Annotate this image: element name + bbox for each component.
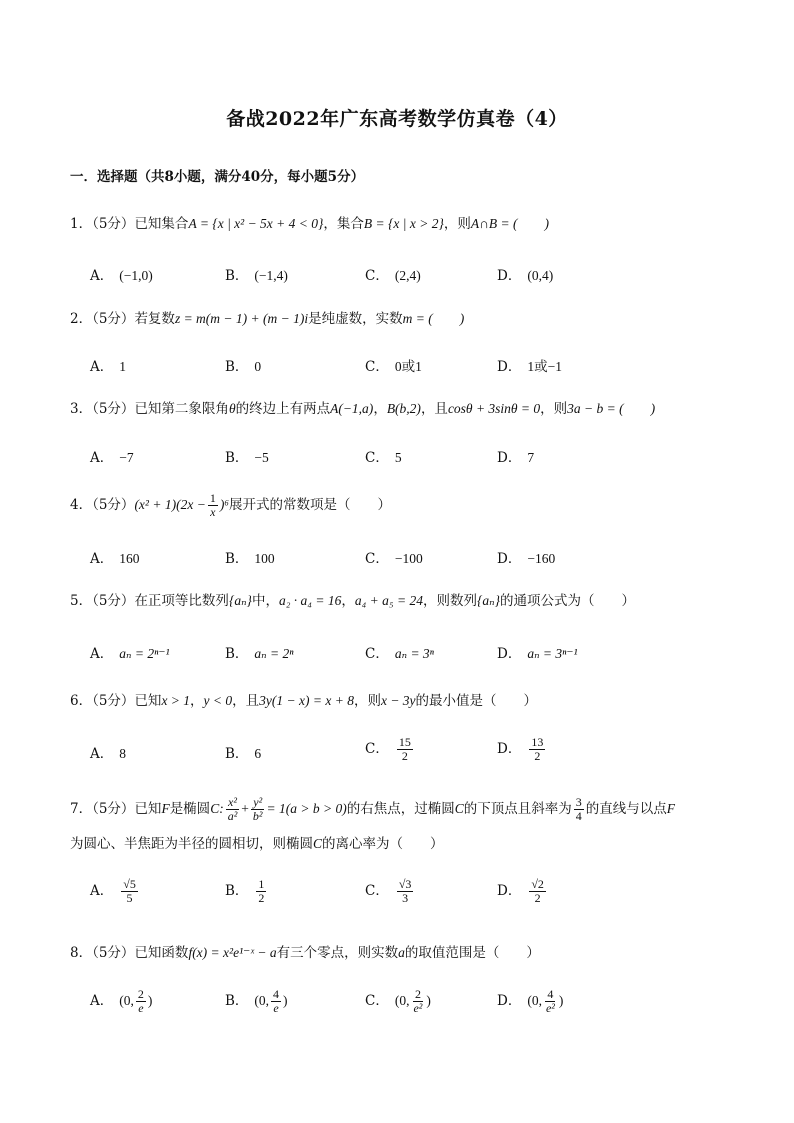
option-d[interactable]: D． $\frac{13}{2}$	[497, 735, 544, 763]
question-text: 已知第二象限角	[134, 401, 229, 417]
option-c[interactable]: C． aₙ = 3ⁿ	[365, 646, 434, 662]
question-text: 是纯虚数，实数	[308, 311, 403, 327]
question-text: 在正项等比数列	[134, 593, 229, 609]
option-a[interactable]: A． 160	[90, 551, 140, 567]
question-text: 的下顶点且斜率为	[463, 801, 572, 817]
question-text: 的取值范围是（ ）	[404, 945, 540, 961]
option-d[interactable]: D． −160	[497, 551, 556, 567]
question-text: 的通项公式为（ ）	[499, 593, 635, 609]
option-c[interactable]: C． (0, $\frac{2}{\text{e²}}$ )	[365, 987, 431, 1015]
option-d[interactable]: D． aₙ = 3ⁿ⁻¹	[497, 646, 578, 662]
question-text: 若复数	[134, 311, 175, 327]
fraction: $\frac{4}{e}$	[273, 987, 280, 1015]
math-expr: x − 3y	[380, 693, 416, 708]
math-expr: = 1(a > b > 0)	[266, 801, 347, 816]
question-5	[70, 590, 730, 612]
question-number: 4．（5分）	[70, 497, 135, 513]
option-a[interactable]: A． aₙ = 2ⁿ⁻¹	[90, 646, 170, 662]
math-expr: A(−1,a)	[330, 401, 374, 416]
question-text: ，则	[540, 401, 568, 417]
option-d[interactable]: D． (0, $\frac{4}{\text{e²}}$ )	[497, 987, 564, 1015]
math-expr: θ	[228, 401, 236, 416]
fraction: $\frac{2}{e}$	[137, 987, 144, 1015]
fraction: $\frac{\text{y²}}{\text{b²}}$	[252, 795, 263, 823]
fraction: $\frac{√2}{2}$	[531, 877, 544, 905]
math-expr: a	[398, 945, 405, 960]
math-expr: x > 1	[161, 693, 191, 708]
math-expr: A∩B = ( )	[470, 216, 549, 231]
question-number: 7．（5分）	[70, 801, 135, 817]
math-expr: C:	[210, 801, 224, 816]
math-expr: a₂ · a₄ = 16	[278, 593, 342, 608]
page-title: 备战2022年广东高考数学仿真卷（4）	[226, 108, 568, 130]
option-c[interactable]: C． 5	[365, 450, 402, 466]
question-text: 的终边上有两点	[235, 401, 331, 417]
math-expr: F	[666, 801, 675, 816]
question-text: 展开式的常数项是（ ）	[229, 497, 392, 513]
question-number: 6．（5分）	[70, 693, 135, 709]
math-expr: )⁶	[219, 497, 230, 512]
option-a[interactable]: A． −7	[90, 450, 134, 466]
fraction: $\frac{\text{x²}}{\text{a²}}$	[227, 795, 238, 823]
option-d[interactable]: D． 1或−1	[497, 359, 562, 375]
math-expr: m = ( )	[402, 311, 465, 326]
option-a[interactable]: A． $\frac{√5}{5}$	[90, 877, 136, 905]
question-text: ，且	[232, 693, 260, 709]
option-b[interactable]: B． −5	[225, 450, 269, 466]
math-expr: y < 0	[203, 693, 233, 708]
math-expr: A = {x | x² − 5x + 4 < 0}	[188, 216, 324, 231]
option-c[interactable]: C． (2,4)	[365, 268, 421, 284]
option-b[interactable]: B． aₙ = 2ⁿ	[225, 646, 294, 662]
math-expr: 3a − b = ( )	[567, 401, 656, 416]
question-number: 2．（5分）	[70, 311, 135, 327]
question-text: ，则	[443, 216, 471, 232]
math-expr: C	[313, 836, 323, 851]
fraction: $\frac{2}{\text{e²}}$	[413, 987, 423, 1015]
option-a[interactable]: A． (0, $\frac{2}{e}$ )	[90, 987, 153, 1015]
question-1	[70, 213, 730, 235]
question-6	[70, 690, 730, 712]
option-d[interactable]: D． 7	[497, 450, 535, 466]
question-8	[70, 942, 730, 964]
question-text: 已知	[134, 693, 162, 709]
option-b[interactable]: B． 0	[225, 359, 262, 375]
option-c[interactable]: C． −100	[365, 551, 423, 567]
math-expr: {aₙ}	[228, 593, 252, 608]
question-text: 有三个零点，则实数	[276, 945, 399, 961]
option-c[interactable]: C． 0或1	[365, 359, 422, 375]
option-d[interactable]: D． $\frac{√2}{2}$	[497, 877, 544, 905]
question-text: ，	[341, 593, 355, 609]
fraction: $\frac{15}{2}$	[398, 735, 411, 763]
math-expr: a₄ + a₅ = 24	[354, 593, 423, 608]
math-expr: z = m(m − 1) + (m − 1)i	[174, 311, 309, 326]
option-a[interactable]: A． 8	[90, 746, 126, 762]
option-d[interactable]: D． (0,4)	[497, 268, 554, 284]
question-number: 3．（5分）	[70, 401, 135, 417]
question-text: 中，	[251, 593, 279, 609]
question-text: ，则数列	[422, 593, 477, 609]
question-text: 的离心率为（ ）	[322, 836, 444, 852]
question-7: 7．（5分）已知F是椭圆C: $\frac{\text{x²}}{\text{a²}}$ + $\frac{\text{y²}}{\text{b²}}$ = 1(a > b > 0)的右焦点，过椭圆C的下顶点且斜率为 $\frac{3}{4}$ 的直线与以点F	[70, 795, 675, 823]
math-expr: C	[454, 801, 464, 816]
question-text: ，	[373, 401, 387, 417]
question-4	[70, 492, 730, 519]
option-c[interactable]: C． $\frac{√3}{3}$	[365, 877, 412, 905]
question-text: 为圆心、半焦距为半径的圆相切，则椭圆	[70, 836, 313, 852]
question-text: 的最小值是（ ）	[415, 693, 538, 709]
option-a[interactable]: A． (−1,0)	[90, 268, 153, 284]
question-text: 已知函数	[134, 945, 189, 961]
question-text: 是椭圆	[169, 801, 211, 817]
question-text: 的直线与以点	[585, 801, 667, 817]
question-3	[70, 398, 730, 420]
option-b[interactable]: B． (−1,4)	[225, 268, 288, 284]
fraction: $\frac{3}{4}$	[575, 795, 582, 823]
math-expr: B = {x | x > 2}	[363, 216, 444, 231]
question-number: 5．（5分）	[70, 593, 135, 609]
option-c[interactable]: C． $\frac{15}{2}$	[365, 735, 411, 763]
fraction: $\frac{1}{x}$	[209, 491, 216, 519]
fraction: $\frac{√5}{5}$	[123, 877, 136, 905]
math-expr: {aₙ}	[476, 593, 500, 608]
fraction: $\frac{4}{\text{e²}}$	[545, 987, 555, 1015]
question-text: 的右焦点，过椭圆	[346, 801, 455, 817]
question-text: ，	[190, 693, 204, 709]
fraction: $\frac{1}{2}$	[258, 877, 265, 905]
question-text: ，集合	[323, 216, 364, 232]
option-b[interactable]: B． (0, $\frac{4}{e}$ )	[225, 987, 288, 1015]
question-text: ，且	[420, 401, 448, 417]
math-expr: F	[161, 801, 170, 816]
option-b[interactable]: B． $\frac{1}{2}$	[225, 877, 265, 905]
section-heading: 一．选择题（共8小题，满分40分，每小题5分）	[70, 169, 365, 185]
math-expr: f(x) = x²e¹⁻ˣ − a	[188, 945, 277, 960]
option-b[interactable]: B． 6	[225, 746, 262, 762]
question-text: 已知集合	[134, 216, 189, 232]
question-text: ，则	[353, 693, 381, 709]
question-number: 8．（5分）	[70, 945, 135, 961]
math-expr: 3y(1 − x) = x + 8	[259, 693, 354, 708]
question-number: 1．（5分）	[70, 216, 135, 232]
question-2	[70, 308, 730, 330]
math-expr: cosθ + 3sinθ = 0	[447, 401, 541, 416]
fraction: $\frac{13}{2}$	[531, 735, 544, 763]
question-text: 已知	[134, 801, 162, 817]
math-expr: (x² + 1)(2x −	[134, 497, 206, 512]
option-b[interactable]: B． 100	[225, 551, 275, 567]
math-expr: B(b,2)	[386, 401, 421, 416]
fraction: $\frac{√3}{3}$	[398, 877, 412, 905]
question-7-continued	[70, 833, 730, 855]
option-a[interactable]: A． 1	[90, 359, 126, 375]
